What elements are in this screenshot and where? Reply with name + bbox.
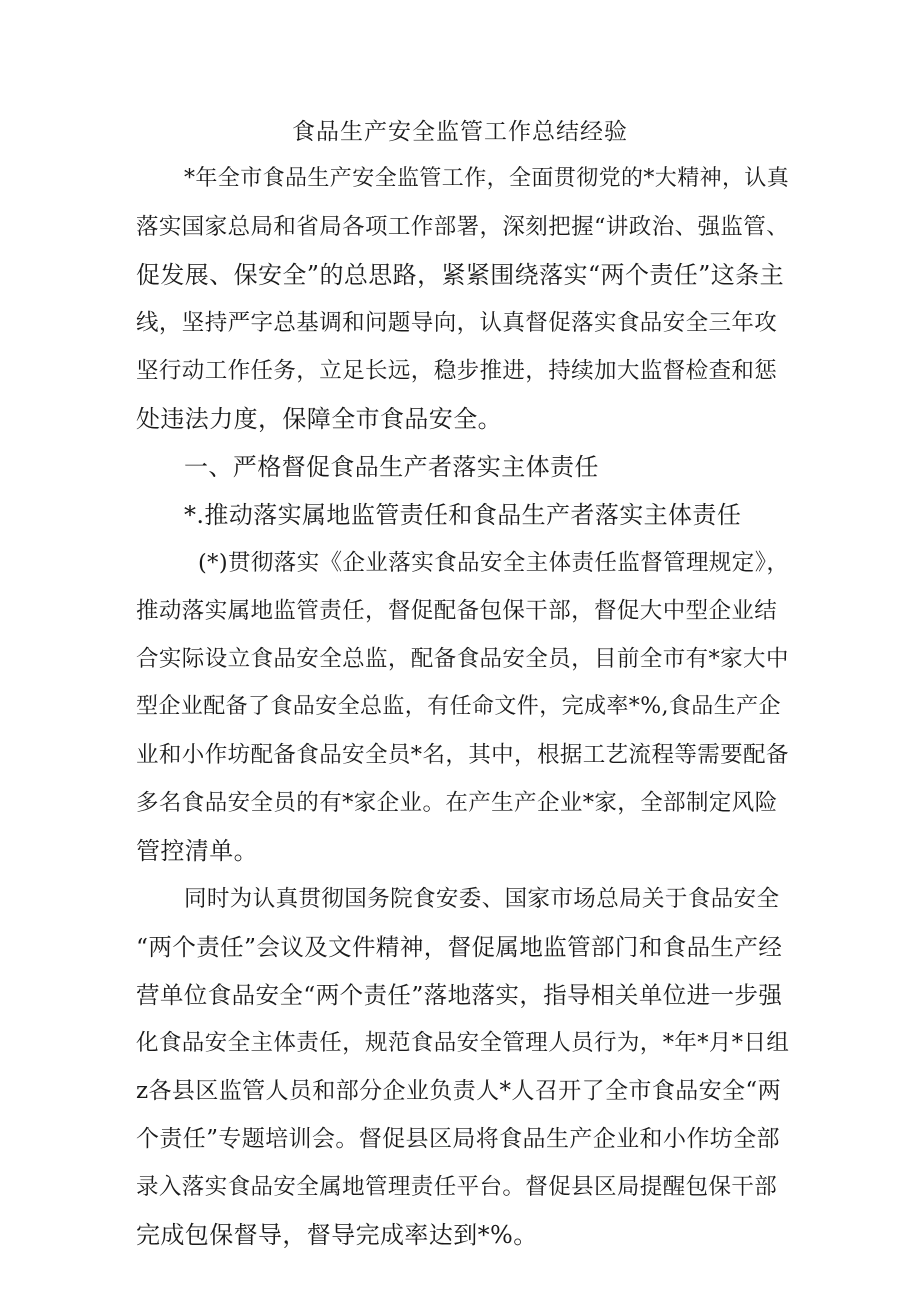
paragraph-line: 完成包保督导，督导完成率达到*%。 — [136, 1221, 538, 1249]
intro-line: 处违法力度，保障全市食品安全。 — [136, 405, 502, 433]
paragraph-line: 录入落实食品安全属地管理责任平台。督促县区局提醒包保干部 — [136, 1174, 778, 1200]
paragraph-line: 型企业配备了食品安全总监，有任命文件，完成率*%,食品生产企 — [136, 694, 781, 719]
intro-line: 落实国家总局和省局各项工作部署，深刻把握“讲政治、强监管、 — [136, 214, 790, 240]
paragraph-line: 多名食品安全员的有*家企业。在产生产企业*家，全部制定风险 — [136, 790, 778, 816]
paragraph-line: 营单位食品安全“两个责任”落地落实，指导相关单位进一步强 — [136, 981, 783, 1009]
intro-line: *年全市食品生产安全监管工作，全面贯彻党的*大精神，认真 — [184, 166, 790, 191]
intro-line: 坚行动工作任务，立足长远，稳步推进，持续加大监督检查和惩 — [136, 358, 778, 384]
section-heading: 一、严格督促食品生产者落实主体责任 — [184, 453, 599, 481]
paragraph-line: “两个责任”会议及文件精神，督促属地监管部门和食品生产经 — [136, 933, 783, 961]
paragraph-line: 化食品安全主体责任，规范食品安全管理人员行为，*年*月*日组 — [136, 1030, 790, 1056]
subsection-heading: *.推动落实属地监管责任和食品生产者落实主体责任 — [184, 501, 742, 529]
document-title: 食品生产安全监管工作总结经验 — [292, 119, 628, 145]
paragraph-line: 管控清单。 — [136, 837, 258, 865]
paragraph-line: 个责任”专题培训会。督促县区局将食品生产企业和小作坊全部 — [136, 1126, 780, 1152]
paragraph-line: z各县区监管人员和部分企业负责人*人召开了全市食品安全“两 — [136, 1078, 781, 1104]
paragraph-line: 合实际设立食品安全总监，配备食品安全员，目前全市有*家大中 — [136, 646, 789, 672]
intro-line: 线，坚持严字总基调和问题导向，认真督促落实食品安全三年攻 — [136, 310, 778, 336]
paragraph-line: (*)贯彻落实《企业落实食品安全主体责任监督管理规定》， — [198, 550, 790, 576]
paragraph-line: 推动落实属地监管责任，督促配备包保干部，督促大中型企业结 — [136, 598, 778, 624]
intro-line: 促发展、保安全”的总思路，紧紧围绕落实“两个责任”这条主 — [136, 261, 785, 289]
paragraph-line: 业和小作坊配备食品安全员*名，其中，根据工艺流程等需要配备 — [136, 742, 789, 768]
paragraph-line: 同时为认真贯彻国务院食安委、国家市场总局关于食品安全 — [184, 886, 780, 912]
